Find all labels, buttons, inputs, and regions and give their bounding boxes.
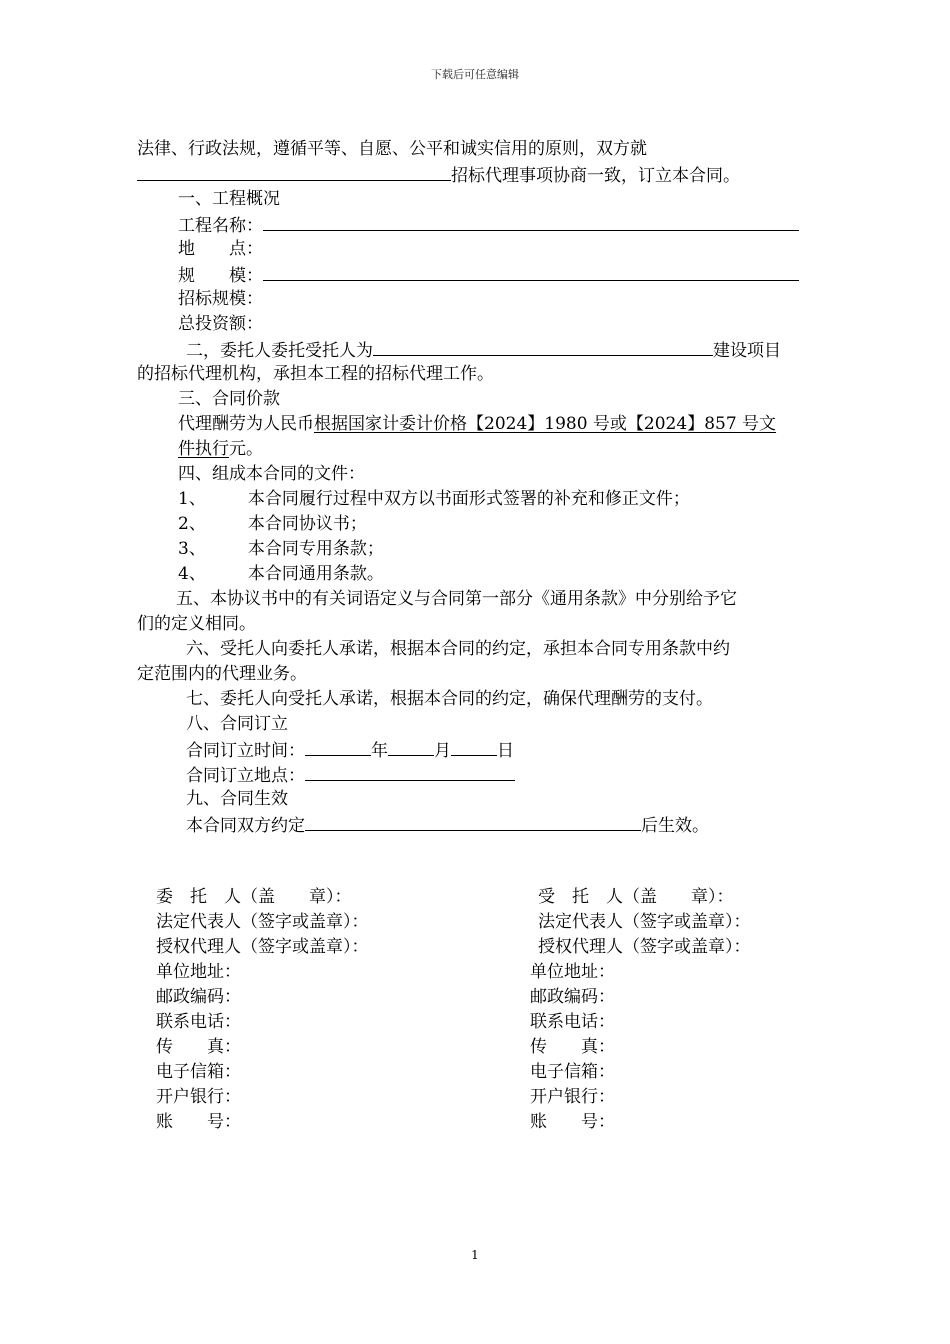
- sig-right-authorized-agent: 授权代理人（签字或盖章）：: [538, 937, 751, 957]
- section-4-title: 四、组成本合同的文件：: [178, 464, 365, 484]
- section-9-title: 九、合同生效: [186, 789, 288, 809]
- place-blank: [305, 763, 515, 781]
- list-item: 3、 本合同专用条款；: [178, 539, 384, 559]
- month-blank: [388, 738, 434, 756]
- sig-right-agent: 受 托 人（盖 章）：: [538, 887, 734, 907]
- sig-right-postcode: 邮政编码：: [530, 987, 615, 1007]
- section-5-line-1: 五、本协议书中的有关词语定义与合同第一部分《通用条款》中分别给予它: [176, 589, 737, 609]
- page-number: 1: [471, 1248, 479, 1262]
- sig-right-email: 电子信箱：: [530, 1062, 615, 1082]
- project-name-blank: [263, 213, 799, 231]
- sig-right-phone: 联系电话：: [530, 1012, 615, 1032]
- investment-label: 总投资额：: [178, 314, 263, 334]
- blank-underline: [137, 163, 451, 181]
- section-1-title: 一、工程概况: [178, 189, 280, 209]
- sig-left-account: 账 号：: [156, 1112, 241, 1132]
- section-6-line-1: 六、受托人向委托人承诺，根据本合同的约定，承担本合同专用条款中约: [186, 639, 730, 659]
- section-8-title: 八、合同订立: [186, 714, 288, 734]
- list-item: 4、 本合同通用条款。: [178, 564, 384, 584]
- sig-left-principal: 委 托 人（盖 章）：: [156, 887, 352, 907]
- effective-condition-blank: [305, 813, 641, 831]
- sig-left-postcode: 邮政编码：: [156, 987, 241, 1007]
- sig-left-bank: 开户银行：: [156, 1087, 241, 1107]
- sig-left-fax: 传 真：: [156, 1037, 241, 1057]
- agent-blank: [373, 338, 713, 356]
- bid-scale-label: 招标规模：: [178, 289, 263, 309]
- sig-left-phone: 联系电话：: [156, 1012, 241, 1032]
- section-2-line-1: 二，委托人委托受托人为 建设项目: [186, 338, 781, 362]
- list-item: 1、 本合同履行过程中双方以书面形式签署的补充和修正文件；: [178, 489, 690, 509]
- sig-right-address: 单位地址：: [530, 962, 615, 982]
- sig-left-address: 单位地址：: [156, 962, 241, 982]
- scale-row: 规 模：: [178, 263, 799, 287]
- location-label: 地 点：: [178, 239, 263, 259]
- section-5-line-2: 们的定义相同。: [137, 614, 256, 634]
- project-name-row: 工程名称：: [178, 213, 799, 237]
- signing-time-row: 合同订立时间： 年 月 日: [186, 738, 514, 762]
- sig-left-email: 电子信箱：: [156, 1062, 241, 1082]
- scale-blank: [263, 263, 799, 281]
- sig-right-legal-rep: 法定代表人（签字或盖章）：: [538, 912, 751, 932]
- sig-right-bank: 开户银行：: [530, 1087, 615, 1107]
- fee-basis-underlined: 根据国家计委计价格【2024】1980 号或【2024】857 号文: [314, 414, 777, 434]
- section-3-line-2: 件执行元。: [178, 439, 263, 459]
- section-7-line-1: 七、委托人向受托人承诺，根据本合同的约定，确保代理酬劳的支付。: [186, 689, 713, 709]
- sig-left-legal-rep: 法定代表人（签字或盖章）：: [156, 912, 369, 932]
- signing-place-row: 合同订立地点：: [186, 763, 515, 787]
- page-header: 下载后可任意编辑: [431, 68, 519, 81]
- list-item: 2、 本合同协议书；: [178, 514, 367, 534]
- day-blank: [451, 738, 497, 756]
- sig-left-authorized-agent: 授权代理人（签字或盖章）：: [156, 937, 369, 957]
- sig-right-account: 账 号：: [530, 1112, 615, 1132]
- section-6-line-2: 定范围内的代理业务。: [137, 664, 307, 684]
- section-9-line-1: 本合同双方约定 后生效。: [186, 813, 709, 837]
- intro-line-1: 法律、行政法规，遵循平等、自愿、公平和诚实信用的原则，双方就: [137, 139, 647, 159]
- year-blank: [305, 738, 371, 756]
- sig-right-fax: 传 真：: [530, 1037, 615, 1057]
- intro-line-2: 招标代理事项协商一致，订立本合同。: [137, 163, 740, 187]
- section-3-line-1: 代理酬劳为人民币根据国家计委计价格【2024】1980 号或【2024】857 号文: [178, 414, 777, 434]
- section-3-title: 三、合同价款: [178, 389, 280, 409]
- section-2-line-2: 的招标代理机构，承担本工程的招标代理工作。: [137, 364, 494, 384]
